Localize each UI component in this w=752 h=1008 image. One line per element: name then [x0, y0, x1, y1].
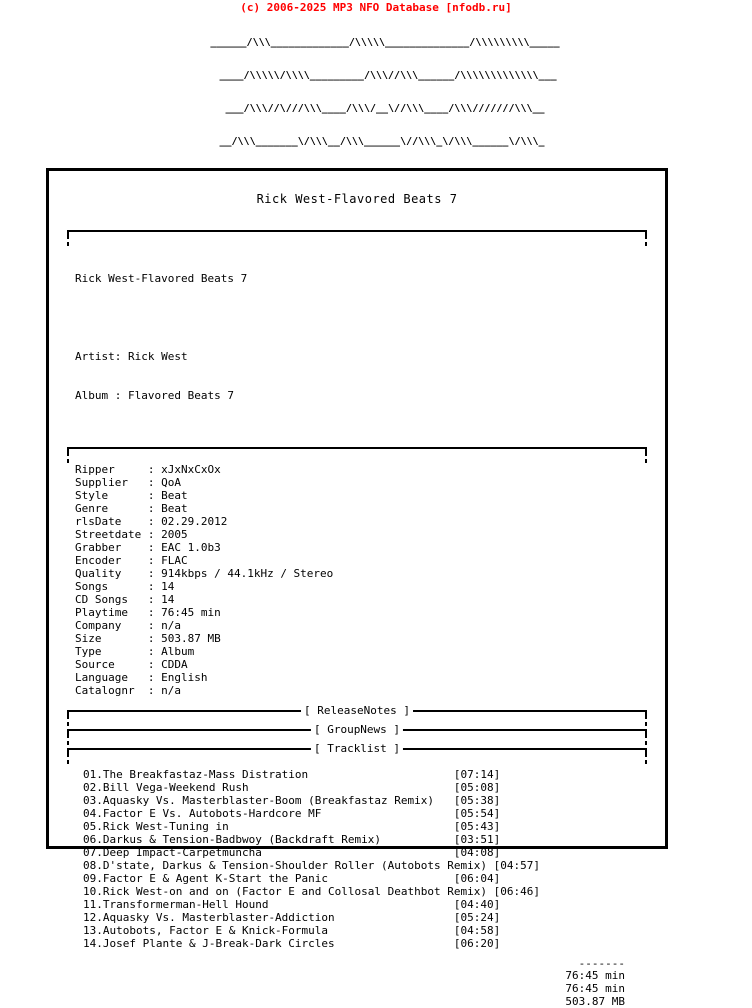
metadata-label: Quality: [75, 567, 148, 580]
metadata-row: [75, 632, 647, 645]
metadata-value: 503.87 MB: [161, 632, 221, 645]
track-title: Aquasky Vs. Masterblaster-Addiction: [102, 911, 454, 924]
metadata-label: Ripper: [75, 463, 148, 476]
release-notes-frame: [67, 705, 647, 716]
metadata-row: [75, 671, 647, 684]
track-row: [83, 885, 647, 898]
metadata-separator: :: [147, 593, 162, 606]
metadata-value: 2005: [161, 528, 188, 541]
track-number: 01.: [83, 768, 103, 781]
track-number: 10.: [83, 885, 103, 898]
metadata-value: QoA: [161, 476, 181, 489]
track-duration: [05:38]: [453, 794, 501, 807]
totals-playtime: 76:45 min: [565, 969, 625, 982]
track-number: 06.: [83, 833, 103, 846]
track-row: [83, 898, 647, 911]
metadata-separator: :: [147, 502, 162, 515]
track-row: [83, 911, 647, 924]
metadata-value: Beat: [161, 502, 188, 515]
metadata-label: Catalognr: [75, 684, 148, 697]
track-row: [83, 846, 647, 859]
metadata-value: Beat: [161, 489, 188, 502]
track-number: 03.: [83, 794, 103, 807]
metadata-row: [75, 567, 647, 580]
metadata-label: Grabber: [75, 541, 148, 554]
group-news-label: [ GroupNews ]: [311, 723, 403, 736]
track-number: 13.: [83, 924, 103, 937]
release-info-block: [67, 246, 647, 428]
metadata-label: Language: [75, 671, 148, 684]
artist-label: Artist:: [75, 350, 122, 363]
track-row: [83, 794, 647, 807]
metadata-separator: :: [147, 528, 162, 541]
logo-line: __/\\\_______\/\\\__/\\\______\//\\\_\/\\\______\/\\\_: [207, 136, 545, 147]
metadata-label: Songs: [75, 580, 148, 593]
tracklist: [67, 768, 647, 950]
album-label: Album :: [75, 389, 122, 402]
track-duration: [05:24]: [453, 911, 501, 924]
totals-total-playtime: 76:45 min: [565, 982, 625, 995]
metadata-value: n/a: [161, 619, 181, 632]
release-info-frame-top: [67, 225, 647, 236]
track-title: Factor E & Agent K-Start the Panic: [102, 872, 454, 885]
metadata-label: Streetdate: [75, 528, 148, 541]
track-duration: [04:57]: [493, 859, 540, 872]
metadata-row: [75, 515, 647, 528]
metadata-separator: :: [147, 567, 162, 580]
logo-line: ___/\\\//\///\\\____/\\\/__\//\\\____/\\\///////\\\__: [207, 103, 545, 114]
track-number: 05.: [83, 820, 103, 833]
metadata-separator: :: [147, 671, 162, 684]
metadata-row: [75, 684, 647, 697]
metadata-value: 14: [161, 593, 175, 606]
metadata-row: [75, 658, 647, 671]
track-duration: [07:14]: [453, 768, 501, 781]
group-news-frame: [67, 724, 647, 735]
album-value: Flavored Beats 7: [127, 389, 234, 402]
metadata-label: rlsDate: [75, 515, 148, 528]
metadata-label: Company: [75, 619, 148, 632]
track-number: 14.: [83, 937, 103, 950]
track-row: [83, 924, 647, 937]
track-title: Aquasky Vs. Masterblaster-Boom (Breakfastaz Remix): [102, 794, 454, 807]
metadata-row: [75, 528, 647, 541]
metadata-label: Size: [75, 632, 148, 645]
metadata-separator: :: [147, 580, 162, 593]
metadata-label: CD Songs: [75, 593, 148, 606]
metadata-row: [75, 554, 647, 567]
metadata-row: [75, 580, 647, 593]
metadata-row: [75, 606, 647, 619]
track-row: [83, 820, 647, 833]
track-duration: [04:58]: [453, 924, 501, 937]
track-number: 09.: [83, 872, 103, 885]
metadata-separator: :: [147, 606, 162, 619]
metadata-frame-top: [67, 442, 647, 453]
release-name-line: Rick West-Flavored Beats 7: [75, 272, 248, 285]
track-title: Rick West-on and on (Factor E and Collosal Deathbot Remix): [102, 885, 494, 898]
nfodb-credit-line: (c) 2006-2025 MP3 NFO Database [nfodb.ru]: [240, 1, 512, 14]
artist-line: [75, 350, 647, 363]
logo-line: ____/\\\\\/\\\\_________/\\\//\\\______/\\\\\\\\\\\\\___: [195, 70, 557, 81]
metadata-row: [75, 463, 647, 476]
track-number: 02.: [83, 781, 103, 794]
track-duration: [03:51]: [453, 833, 501, 846]
metadata-value: 76:45 min: [161, 606, 221, 619]
track-row: [83, 937, 647, 950]
metadata-label: Genre: [75, 502, 148, 515]
metadata-label: Supplier: [75, 476, 148, 489]
track-row: [83, 781, 647, 794]
metadata-separator: :: [147, 632, 162, 645]
tracklist-frame: [67, 743, 647, 754]
track-title: Rick West-Tuning in: [102, 820, 454, 833]
metadata-label: Style: [75, 489, 148, 502]
metadata-separator: :: [147, 515, 162, 528]
track-title: Factor E Vs. Autobots-Hardcore MF: [102, 807, 454, 820]
totals-size: 503.87 MB: [565, 995, 625, 1008]
metadata-separator: :: [147, 658, 162, 671]
metadata-separator: :: [147, 684, 162, 697]
metadata-row: [75, 489, 647, 502]
metadata-list: [67, 463, 647, 697]
metadata-row: [75, 619, 647, 632]
track-duration: [05:54]: [453, 807, 501, 820]
metadata-label: Type: [75, 645, 148, 658]
metadata-value: FLAC: [161, 554, 188, 567]
metadata-row: [75, 541, 647, 554]
track-number: 12.: [83, 911, 103, 924]
release-title: Rick West-Flavored Beats 7: [256, 192, 458, 206]
metadata-separator: :: [147, 541, 162, 554]
track-number: 07.: [83, 846, 103, 859]
track-row: [83, 872, 647, 885]
metadata-value: xJxNxCxOx: [161, 463, 221, 476]
metadata-row: [75, 593, 647, 606]
metadata-row: [75, 476, 647, 489]
metadata-row: [75, 502, 647, 515]
track-row: [83, 768, 647, 781]
track-duration: [06:04]: [453, 872, 501, 885]
metadata-separator: :: [147, 645, 162, 658]
metadata-label: Playtime: [75, 606, 148, 619]
track-title: Darkus & Tension-Badbwoy (Backdraft Remix): [102, 833, 454, 846]
track-title: Autobots, Factor E & Knick-Formula: [102, 924, 454, 937]
track-title: D'state, Darkus & Tension-Shoulder Roller (Autobots Remix): [102, 859, 494, 872]
metadata-value: 914kbps / 44.1kHz / Stereo: [161, 567, 334, 580]
metadata-separator: :: [147, 619, 162, 632]
metadata-separator: :: [147, 463, 162, 476]
track-number: 04.: [83, 807, 103, 820]
track-title: The Breakfastaz-Mass Distration: [102, 768, 454, 781]
track-duration: [04:08]: [453, 846, 501, 859]
track-duration: [05:08]: [453, 781, 501, 794]
totals-separator: -------: [578, 957, 625, 970]
metadata-value: 02.29.2012: [161, 515, 228, 528]
metadata-value: EAC 1.0b3: [161, 541, 221, 554]
track-title: Deep Impact-Carpetmuncha: [102, 846, 454, 859]
track-duration: [05:43]: [453, 820, 501, 833]
metadata-label: Source: [75, 658, 148, 671]
metadata-value: Album: [161, 645, 195, 658]
track-duration: [06:46]: [493, 885, 540, 898]
track-title: Josef Plante & J-Break-Dark Circles: [102, 937, 454, 950]
artist-value: Rick West: [127, 350, 188, 363]
metadata-separator: :: [147, 476, 162, 489]
metadata-value: n/a: [161, 684, 181, 697]
track-row: [83, 859, 647, 872]
metadata-row: [75, 645, 647, 658]
metadata-value: 14: [161, 580, 175, 593]
metadata-value: CDDA: [161, 658, 188, 671]
track-row: [83, 833, 647, 846]
metadata-label: Encoder: [75, 554, 148, 567]
track-title: Bill Vega-Weekend Rush: [102, 781, 454, 794]
track-row: [83, 807, 647, 820]
track-number: 11.: [83, 898, 103, 911]
album-line: [75, 389, 647, 402]
tracklist-label: [ Tracklist ]: [311, 742, 403, 755]
release-notes-label: [ ReleaseNotes ]: [301, 704, 413, 717]
track-duration: [04:40]: [453, 898, 501, 911]
metadata-value: English: [161, 671, 208, 684]
track-title: Transformerman-Hell Hound: [102, 898, 454, 911]
logo-line: ______/\\\_____________/\\\\\______________/\\\\\\\\\_____: [192, 37, 560, 48]
track-duration: [06:20]: [453, 937, 501, 950]
metadata-separator: :: [147, 489, 162, 502]
track-number: 08.: [83, 859, 103, 872]
metadata-separator: :: [147, 554, 162, 567]
nfo-container: [46, 168, 668, 1008]
